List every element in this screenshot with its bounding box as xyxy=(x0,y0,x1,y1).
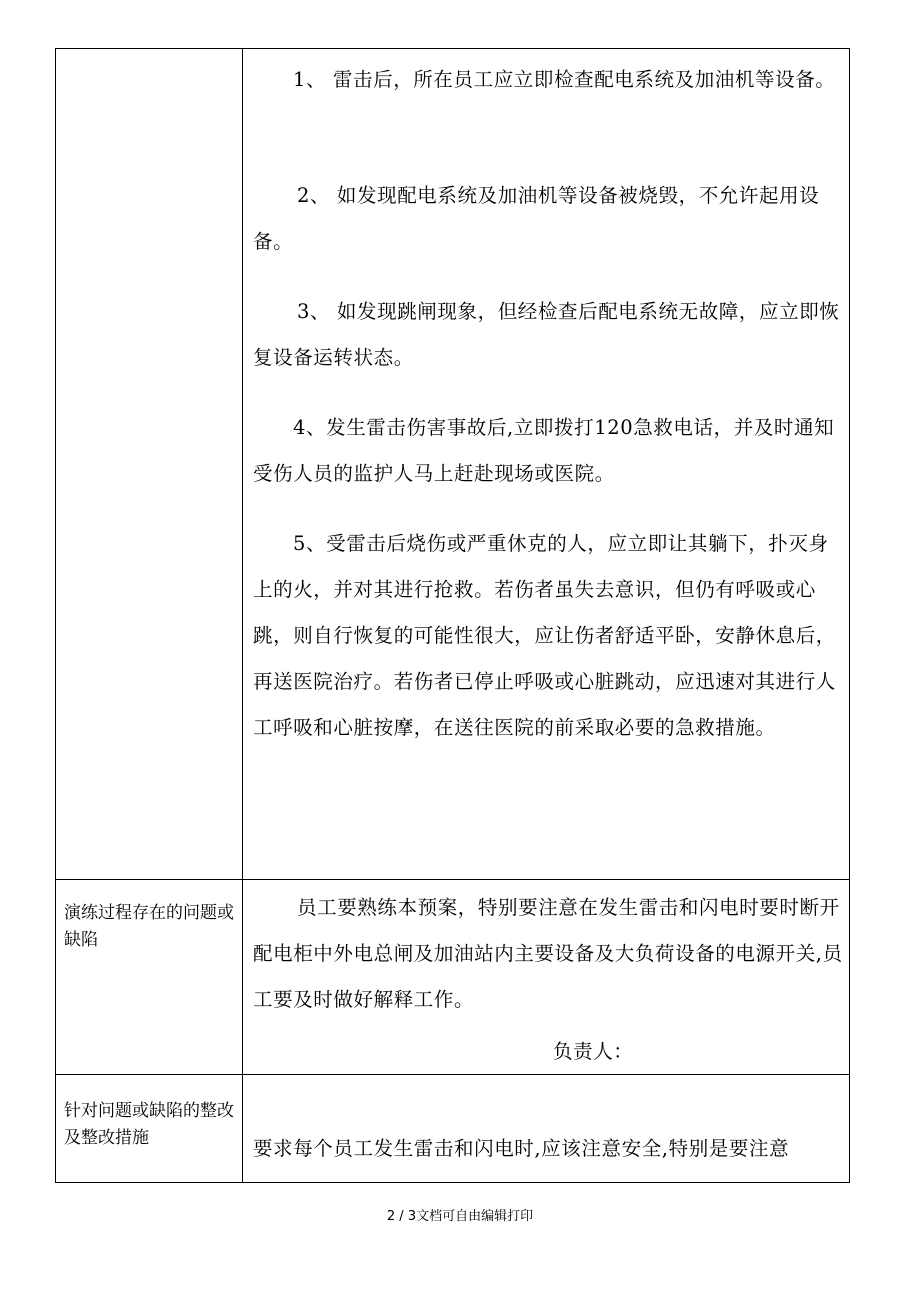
problems-label: 演练过程存在的问题或缺陷 xyxy=(64,903,234,950)
measure-item-3: 3、 如发现跳闸现象，但经检查后配电系统无故障，应立即恢复设备运转状态。 xyxy=(253,300,840,369)
rectification-label: 针对问题或缺陷的整改及整改措施 xyxy=(64,1101,234,1148)
measure-item-5: 5、受雷击后烧伤或严重休克的人，应立即让其躺下，扑灭身上的火，并对其进行抢救。若伤者虽失去意识，但仍有呼吸或心跳，则自行恢复的可能性很大，应让伤者舒适平卧，安静休息后，再送医院治疗。若伤者已停止呼吸或心脏跳动，应迅速对其进行人工呼吸和心脏按摩，在送往医院的前采取必要的急救措施。 xyxy=(253,532,836,739)
measure-item-1: 1、 雷击后，所在员工应立即检查配电系统及加油机等设备。 xyxy=(293,68,836,91)
problems-text: 员工要熟练本预案，特别要注意在发生雷击和闪电时要时断开配电柜中外电总闸及加油站内主要设备及大负荷设备的电源开关,员工要及时做好解释工作。 xyxy=(253,896,843,1011)
page-footer: 2 / 3文档可自由编辑打印 xyxy=(386,1209,534,1224)
column-divider xyxy=(242,49,243,1182)
drill-record-table xyxy=(55,48,850,1183)
measure-item-4: 4、发生雷击伤害事故后,立即拨打120急救电话，并及时通知受伤人员的监护人马上赶赴现场或医院。 xyxy=(253,416,835,485)
row-divider xyxy=(56,1074,849,1075)
measure-item-2: 2、 如发现配电系统及加油机等设备被烧毁，不允许起用设备。 xyxy=(253,184,820,253)
rectification-text: 要求每个员工发生雷击和闪电时,应该注意安全,特别是要注意 xyxy=(253,1137,790,1160)
row-divider xyxy=(56,879,849,880)
responsible-person-label: 负责人： xyxy=(553,1040,634,1063)
